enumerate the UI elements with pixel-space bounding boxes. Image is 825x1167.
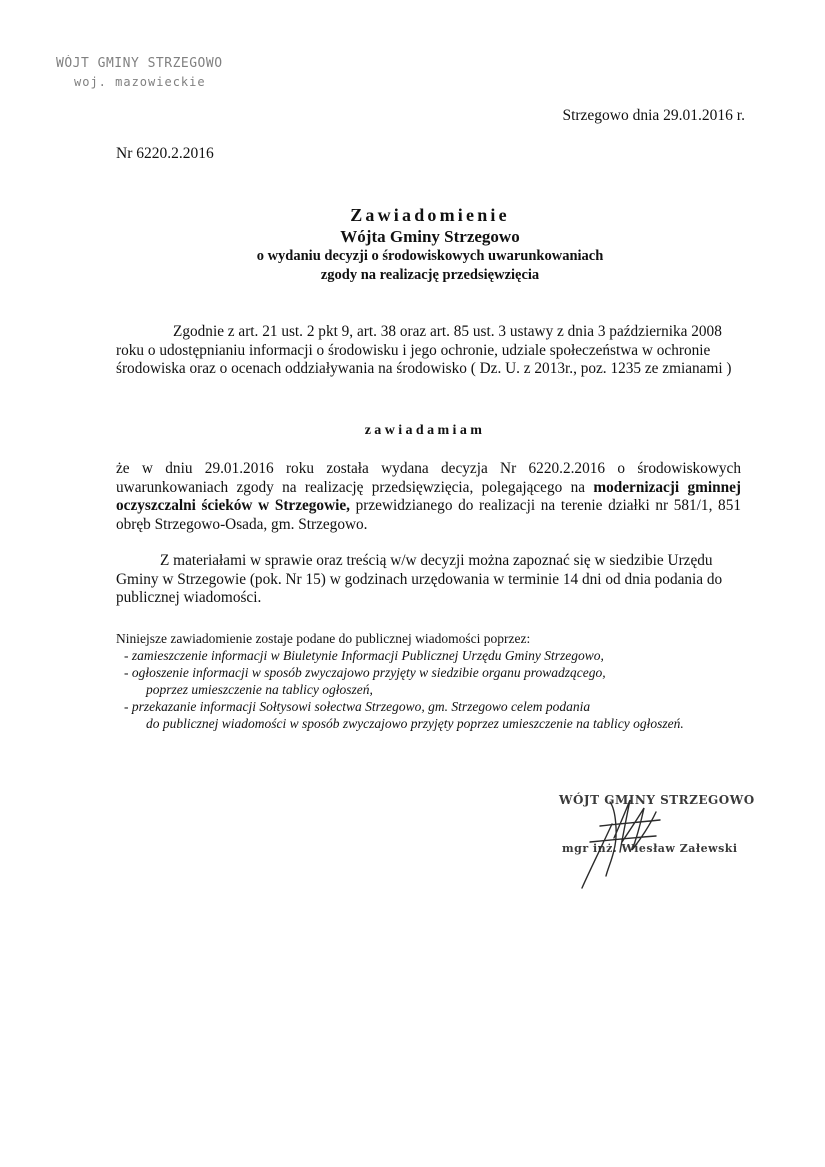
- document-title: Zawiadomienie: [350, 205, 510, 225]
- announcement-heading: zawiadamiam: [364, 423, 486, 438]
- signature-stamp-title: WÓJT GMINY STRZEGOWO: [559, 793, 755, 807]
- notice-item: [124, 647, 756, 664]
- office-stamp-title: WÓJT GMINY STRZEGOWO: [56, 56, 223, 71]
- document-description-line1: o wydaniu decyzji o środowiskowych uwarunkowaniach: [256, 248, 604, 264]
- office-stamp: [56, 55, 223, 91]
- document-date: Strzegowo dnia 29.01.2016 r.: [562, 107, 745, 124]
- notice-intro: Niniejsze zawiadomienie zostaje podane do publicznej wiadomości poprzez:: [116, 631, 531, 646]
- publication-notice: [116, 630, 756, 732]
- legal-basis-paragraph: Zgodnie z art. 21 ust. 2 pkt 9, art. 38 oraz art. 85 ust. 3 ustawy z dnia 3 października 2008 roku o udostępnianiu informacji o środowisku i jego ochronie, udziale społeczeństwa w ochronie środowiska oraz o ocenach oddziaływania na środowisko ( Dz. U. z 2013r., poz. 1235 ze zmianami ): [116, 323, 732, 377]
- decision-paragraph: [116, 460, 741, 534]
- office-stamp-region: woj. mazowieckie: [74, 75, 206, 89]
- notice-item: [124, 698, 756, 732]
- document-subtitle: Wójta Gminy Strzegowo: [340, 227, 520, 246]
- decision-text-start: że w dniu 29.01.2016 roku została wydana decyzja Nr 6220.2.2016 o środowiskowych uwarunkowaniach zgody na realizację przedsięwzięcia, polegającego na: [116, 460, 741, 496]
- access-paragraph: Z materiałami w sprawie oraz treścią w/w decyzji można zapoznać się w siedzibie Urzędu Gminy w Strzegowie (pok. Nr 15) w godzinach urzędowania w terminie 14 dni od dnia podania do publicznej wiadomości.: [116, 552, 723, 606]
- notice-item-continuation: do publicznej wiadomości w sposób zwyczajowo przyjęty poprzez umieszczenie na tablicy ogłoszeń.: [146, 716, 684, 731]
- notice-item: [124, 664, 756, 698]
- notice-item-text: - ogłoszenie informacji w sposób zwyczajowo przyjęty w siedzibie organu prowadzącego,: [124, 665, 606, 680]
- decision-project-name: modernizacji gminnej oczyszczalni ścieków w Strzegowie,: [116, 478, 741, 514]
- document-description-line2: zgody na realizację przedsięwzięcia: [320, 267, 540, 283]
- notice-item-text: - zamieszczenie informacji w Biuletynie Informacji Publicznej Urzędu Gminy Strzegowo,: [124, 648, 604, 663]
- notice-item-text: - przekazanie informacji Sołtysowi sołectwa Strzegowo, gm. Strzegowo celem podania: [124, 699, 591, 714]
- notice-list: [116, 647, 756, 732]
- decision-text-end: przewidzianego do realizacji na terenie działki nr 581/1, 851 obręb Strzegowo-Osada, gm. Strzegowo.: [116, 497, 741, 533]
- handwritten-signature: [560, 780, 680, 890]
- reference-number: Nr 6220.2.2016: [116, 145, 214, 162]
- notice-item-continuation: poprzez umieszczenie na tablicy ogłoszeń,: [146, 682, 373, 697]
- title-block: [0, 204, 825, 285]
- signature-stamp-name: mgr inż. Wiesław Załewski: [562, 842, 738, 855]
